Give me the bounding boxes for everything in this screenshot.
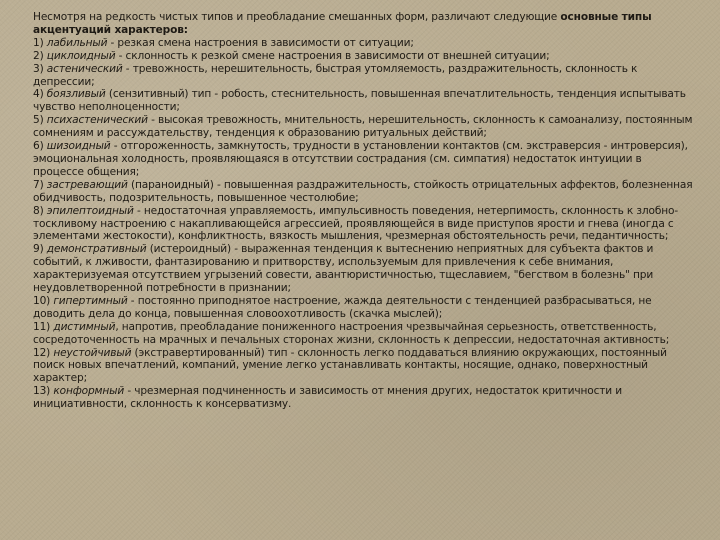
item-number: 9) (33, 243, 44, 256)
list-item (33, 295, 693, 321)
item-number: 5) (33, 114, 44, 127)
item-number: 7) (33, 178, 44, 191)
list-item (33, 37, 693, 50)
item-term: гипертимный (53, 294, 128, 307)
list-item (33, 321, 693, 347)
item-term: конформный (53, 385, 125, 398)
item-description: (экстравертированный) тип - склонность легко поддаваться влиянию окружающих, постоянный поиск новых впечатлений, компаний, умение легко устанавливать контакты, носящие, однако, поверхностный характер; (33, 346, 667, 385)
item-description: (истероидный) - выраженная тенденция к вытеснению неприятных для субъекта фактов и событий, к лживости, фантазированию и притворству, используемым для привлечения к себе внимания, характеризуемая отсутствием угрызений совести, авантюристичностью, тщеславием, "бегством в болезнь" при неудовлетворенной потребности в признании; (33, 243, 654, 295)
item-number: 11) (33, 320, 51, 333)
item-number: 3) (33, 62, 44, 75)
item-number: 6) (33, 140, 44, 153)
item-number: 1) (33, 36, 44, 49)
intro-bold-tail: акцентуаций характеров: (33, 23, 188, 36)
item-term: шизоидный (46, 140, 111, 153)
item-number: 12) (33, 346, 51, 359)
list-item (33, 179, 693, 205)
list-item (33, 347, 693, 386)
item-number: 2) (33, 49, 44, 62)
item-description: - чрезмерная подчиненность и зависимость от мнения других, недостаток критичности и инициативности, склонность к консерватизму. (33, 385, 622, 411)
item-description: - тревожность, нерешительность, быстрая утомляемость, раздражительность, склонность к депрессии; (33, 62, 638, 88)
item-term: неустойчивый (53, 346, 132, 359)
item-term: застревающий (46, 178, 128, 191)
item-term: циклоидный (46, 49, 116, 62)
list-item (33, 243, 693, 295)
item-number: 8) (33, 204, 44, 217)
list-item (33, 50, 693, 63)
item-description: - недостаточная управляемость, импульсивность поведения, нетерпимость, склонность к злобно-тоскливому настроению с накапливающейся агрессией, проявляющейся в виде приступов ярости и гнева (иногда с элементами жестокости), конфликтность, вязкость мышления, чрезмерная обстоятельность речи, педантичность; (33, 204, 678, 243)
item-description: , напротив, преобладание пониженного настроения чрезвычайная серьезность, ответственность, сосредоточенность на мрачных и печальных сторонах жизни, склонность к депрессии, недостаточная активность; (33, 320, 670, 346)
text-body (33, 11, 693, 411)
item-description: - высокая тревожность, мнительность, нерешительность, склонность к самоанализу, постоянным сомнениям и рассуждательству, тенденция к образованию ритуальных действий; (33, 114, 693, 140)
item-term: боязливый (46, 88, 106, 101)
list-item (33, 88, 693, 114)
item-number: 10) (33, 294, 51, 307)
item-description: - отгороженность, замкнутость, трудности в установлении контактов (см. экстраверсия - интроверсия), эмоциональная холодность, проявляющаяся в отсутствии сострадания (см. симпатия) недостаток интуиции в процессе общения; (33, 140, 688, 178)
item-term: лабильный (46, 36, 108, 49)
item-description: - склонность к резкой смене настроения в зависимости от внешней ситуации; (115, 49, 550, 62)
item-term: дистимный (53, 320, 116, 333)
item-number: 13) (33, 385, 51, 398)
intro-bold-lead: основные типы (560, 11, 652, 23)
intro-text: Несмотря на редкость чистых типов и преобладание смешанных форм, различают следующие (33, 11, 561, 23)
item-term: психастенический (46, 114, 148, 127)
item-term: астенический (46, 62, 123, 75)
intro-paragraph (33, 11, 693, 37)
item-term: демонстративный (46, 243, 147, 256)
list-item (33, 205, 693, 244)
item-number: 4) (33, 88, 44, 101)
item-description: - резкая смена настроения в зависимости от ситуации; (107, 36, 414, 49)
list-item (33, 114, 693, 140)
list-item (33, 63, 693, 89)
item-description: - постоянно приподнятое настроение, жажда деятельности с тенденцией разбрасываться, не доводить дела до конца, повышенная словоохотливость (скачка мыслей); (33, 294, 652, 320)
list-item (33, 140, 693, 179)
item-term: эпилептоидный (46, 204, 134, 217)
item-description: (сензитивный) тип - робость, стеснительность, повышенная впечатлительность, тенденция испытывать чувство неполноценности; (33, 88, 686, 114)
list-item (33, 385, 693, 411)
item-description: (параноидный) - повышенная раздражительность, стойкость отрицательных аффектов, болезненная обидчивость, подозрительность, повышенное честолюбие; (33, 178, 693, 204)
